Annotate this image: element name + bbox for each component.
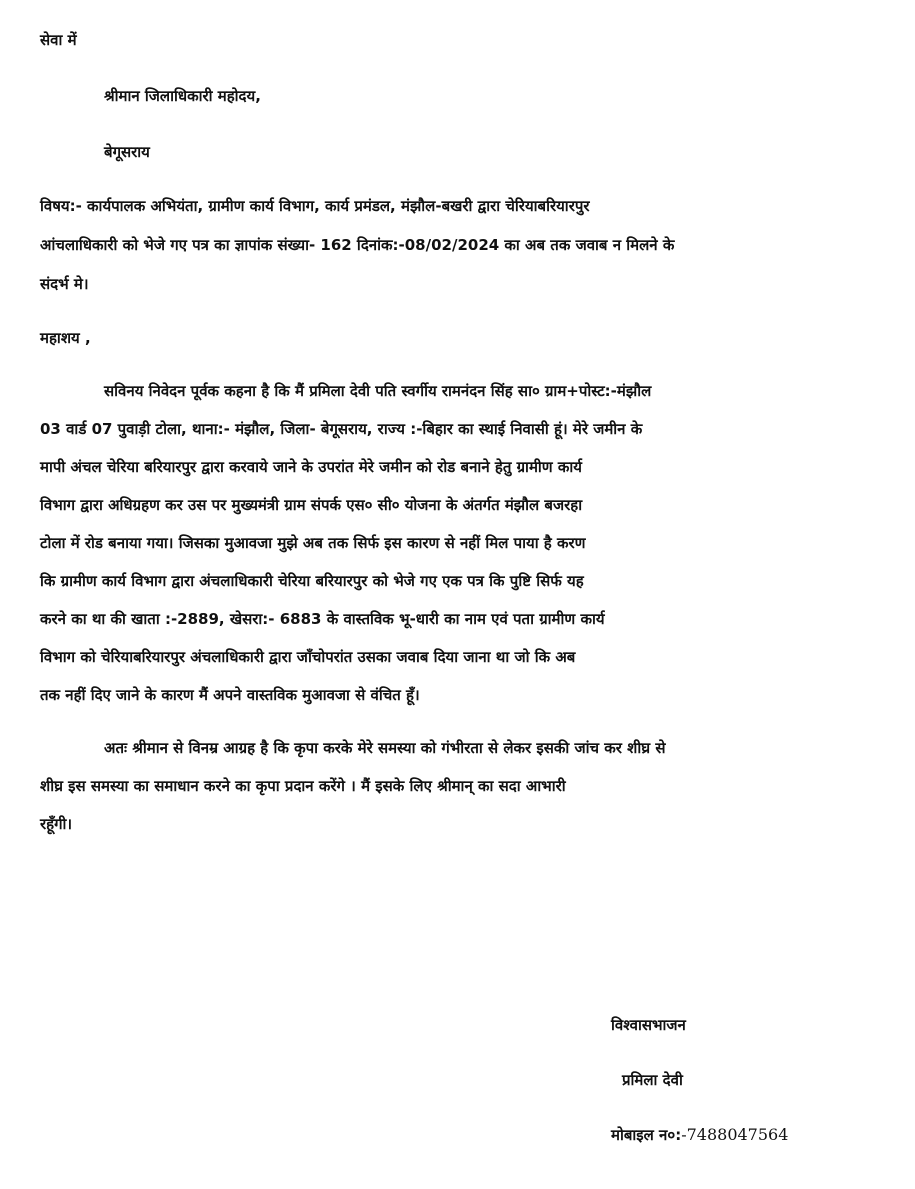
signatory-name: प्रमिला देवी bbox=[622, 1071, 683, 1089]
greeting: महाशय , bbox=[40, 329, 91, 347]
subject-line: आंचलाधिकारी को भेजे गए पत्र का ज्ञापांक संख्या- 162 दिनांक:-08/02/2024 का अब तक जवाब न मिलने के bbox=[40, 236, 675, 254]
body-line: 03 वार्ड 07 पुवाड़ी टोला, थाना:- मंझौल, जिला- बेगूसराय, राज्य :-बिहार का स्थाई निवासी हूं। मेरे जमीन के bbox=[40, 420, 643, 438]
request-line: रहूँगी। bbox=[40, 815, 73, 833]
recipient-place: बेगूसराय bbox=[104, 143, 150, 161]
recipient-title: श्रीमान जिलाधिकारी महोदय, bbox=[104, 87, 261, 105]
subject-line: विषय:- कार्यपालक अभियंता, ग्रामीण कार्य विभाग, कार्य प्रमंडल, मंझौल-बखरी द्वारा चेरियाबरियारपुर bbox=[40, 197, 590, 215]
mobile-label: मोबाइल न०: bbox=[611, 1126, 682, 1144]
salutation-to: सेवा में bbox=[40, 31, 77, 49]
closing: विश्वासभाजन bbox=[611, 1016, 686, 1034]
body-line: तक नहीं दिए जाने के कारण मैं अपने वास्तविक मुआवजा से वंचित हूँ। bbox=[40, 686, 420, 704]
body-line: टोला में रोड बनाया गया। जिसका मुआवजा मुझे अब तक सिर्फ इस कारण से नहीं मिल पाया है करण bbox=[40, 534, 586, 552]
body-line: कि ग्रामीण कार्य विभाग द्वारा अंचलाधिकारी चेरिया बरियारपुर को भेजे गए एक पत्र कि पुष्टि सिर्फ यह bbox=[40, 572, 584, 590]
body-line: करने का था की खाता :-2889, खेसरा:- 6883 के वास्तविक भू-धारी का नाम एवं पता ग्रामीण कार्य bbox=[40, 610, 605, 628]
request-line: अतः श्रीमान से विनम्र आग्रह है कि कृपा करके मेरे समस्या को गंभीरता से लेकर इसकी जांच कर शीघ्र से bbox=[104, 739, 666, 757]
mobile-number: -7488047564 bbox=[681, 1125, 789, 1144]
subject-line: संदर्भ मे। bbox=[40, 275, 89, 293]
request-line: शीघ्र इस समस्या का समाधान करने का कृपा प्रदान करेंगे । मैं इसके लिए श्रीमान् का सदा आभारी bbox=[40, 777, 566, 795]
body-line: सविनय निवेदन पूर्वक कहना है कि मैं प्रमिला देवी पति स्वर्गीय रामनंदन सिंह सा० ग्राम+पोस्ट:-मंझौल bbox=[104, 382, 652, 400]
body-line: विभाग को चेरियाबरियारपुर अंचलाधिकारी द्वारा जाँचोपरांत उसका जवाब दिया जाना था जो कि अब bbox=[40, 648, 576, 666]
mobile-line bbox=[611, 1125, 788, 1145]
body-line: मापी अंचल चेरिया बरियारपुर द्वारा करवाये जाने के उपरांत मेरे जमीन को रोड बनाने हेतु ग्रामीण कार्य bbox=[40, 458, 582, 476]
body-line: विभाग द्वारा अधिग्रहण कर उस पर मुख्यमंत्री ग्राम संपर्क एस० सी० योजना के अंतर्गत मंझौल बजरहा bbox=[40, 496, 583, 514]
